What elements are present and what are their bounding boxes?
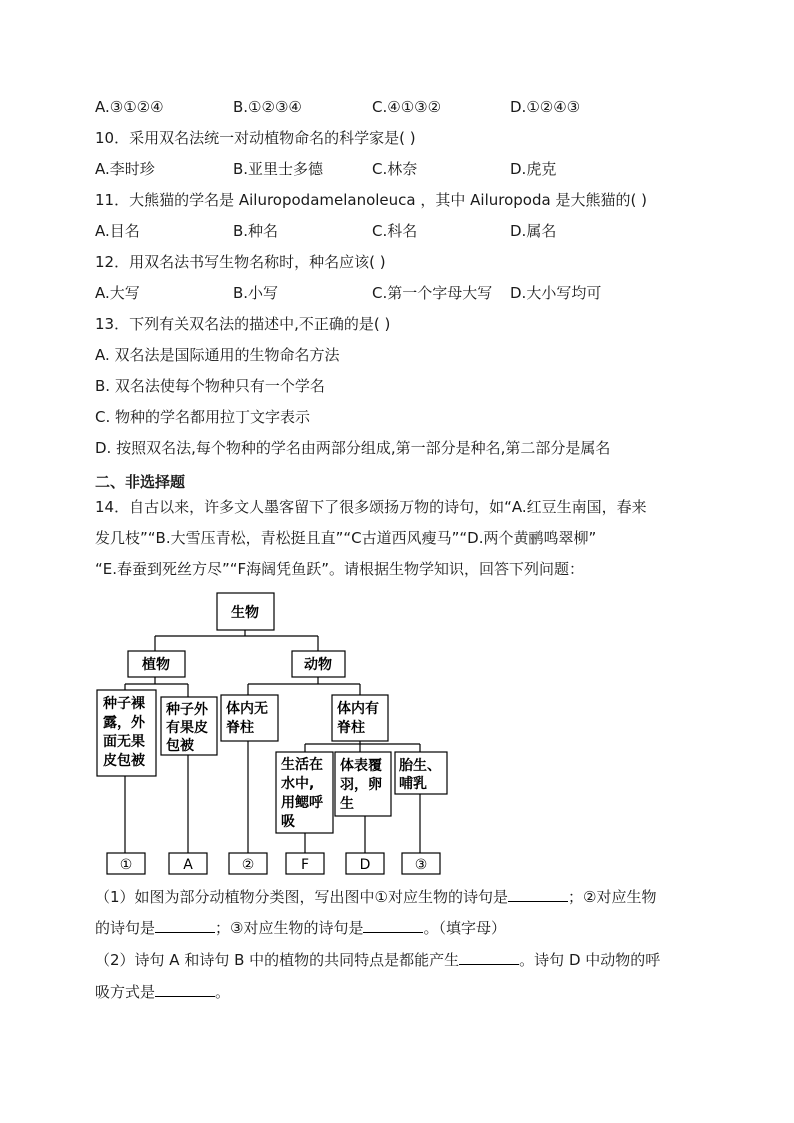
q12-option-d: D.大小写均可 bbox=[510, 284, 602, 302]
q13-stem: 13．下列有关双名法的描述中,不正确的是( ) bbox=[95, 315, 391, 333]
sub1-text-b: ；②对应生物 bbox=[568, 888, 657, 906]
leaf-label-d: D bbox=[359, 857, 371, 873]
answer-blank-5[interactable] bbox=[155, 982, 215, 997]
seed-naked-line3: 面无果 bbox=[103, 734, 145, 750]
q12-option-c: C.第一个字母大写 bbox=[372, 284, 493, 302]
q9-option-b: B.①②③④ bbox=[233, 98, 302, 116]
q13-option-b: B. 双名法使每个物种只有一个学名 bbox=[95, 377, 325, 395]
has-spine-line2: 脊柱 bbox=[337, 720, 365, 736]
leaf-label-f: F bbox=[300, 857, 310, 873]
water-line4: 吸 bbox=[281, 814, 295, 830]
seed-naked-line2: 露，外 bbox=[103, 715, 145, 731]
sub2-text-d: 。 bbox=[215, 983, 231, 1001]
q11-option-c: C.科名 bbox=[372, 222, 418, 240]
q11-option-b: B.种名 bbox=[233, 222, 279, 240]
q10-stem: 10．采用双名法统一对动植物命名的科学家是( ) bbox=[95, 129, 416, 147]
q10-option-c: C.林奈 bbox=[372, 160, 418, 178]
q9-option-c: C.④①③② bbox=[372, 98, 442, 116]
seed-covered-line2: 有果皮 bbox=[166, 720, 208, 736]
seed-naked-line4: 皮包被 bbox=[103, 753, 145, 769]
q10-option-a: A.李时珍 bbox=[95, 160, 155, 178]
mammal-line2: 哺乳 bbox=[399, 776, 427, 792]
leaf-label-a: A bbox=[183, 857, 193, 873]
water-line1: 生活在 bbox=[281, 757, 323, 773]
answer-blank-1[interactable] bbox=[508, 887, 568, 902]
root-label: 生物 bbox=[231, 605, 259, 621]
feather-line1: 体表覆 bbox=[340, 758, 382, 774]
q12-option-b: B.小写 bbox=[233, 284, 279, 302]
water-line2: 水中, bbox=[281, 776, 315, 792]
sub1-text-d: ；③对应生物的诗句是 bbox=[215, 919, 364, 937]
q14-stem-line2: 发几枝”“B.大雪压青松，青松挺且直”“C古道西风瘦马”“D.两个黄鹂鸣翠柳” bbox=[95, 529, 597, 547]
seed-covered-line1: 种子外 bbox=[166, 702, 208, 718]
leaf-label-2: ② bbox=[241, 857, 255, 873]
sub2-line2 bbox=[95, 982, 230, 1002]
section-title: 二、非选择题 bbox=[95, 473, 186, 491]
sub1-text-e: 。（填字母） bbox=[423, 919, 506, 937]
no-spine-line1: 体内无 bbox=[226, 701, 268, 717]
plant-label: 植物 bbox=[142, 657, 170, 673]
q14-stem-line1: 14．自古以来，许多文人墨客留下了很多颂扬万物的诗句，如“A.红豆生南国，春来 bbox=[95, 498, 647, 516]
mammal-line1: 胎生、 bbox=[399, 758, 441, 774]
sub1-line2 bbox=[95, 918, 506, 938]
no-spine-line2: 脊柱 bbox=[226, 720, 254, 736]
seed-covered-line3: 包被 bbox=[166, 738, 194, 754]
sub2-text-c: 吸方式是 bbox=[95, 983, 156, 1001]
animal-label: 动物 bbox=[304, 657, 332, 673]
answer-blank-4[interactable] bbox=[459, 950, 519, 965]
q9-option-a: A.③①②④ bbox=[95, 98, 164, 116]
seed-naked-line1: 种子裸 bbox=[103, 696, 145, 712]
sub1-text-a: （1）如图为部分动植物分类图，写出图中①对应生物的诗句是 bbox=[95, 888, 508, 906]
q11-stem: 11．大熊猫的学名是 Ailuropodamelanoleuca ，其中 Ailuropoda 是大熊猫的( ) bbox=[95, 191, 647, 209]
feather-line2: 羽，卵 bbox=[340, 777, 382, 793]
q13-option-c: C. 物种的学名都用拉丁文字表示 bbox=[95, 408, 311, 426]
q13-option-a: A. 双名法是国际通用的生物命名方法 bbox=[95, 346, 340, 364]
leaf-label-1: ① bbox=[119, 857, 133, 873]
answer-blank-2[interactable] bbox=[155, 918, 215, 933]
water-line3: 用鳃呼 bbox=[281, 795, 323, 811]
q14-stem-line3: “E.春蚕到死丝方尽”“F海阔凭鱼跃”。请根据生物学知识，回答下列问题： bbox=[95, 560, 584, 578]
answer-blank-3[interactable] bbox=[363, 918, 423, 933]
q13-option-d: D. 按照双名法,每个物种的学名由两部分组成,第一部分是种名,第二部分是属名 bbox=[95, 439, 611, 457]
sub2-text-a: （2）诗句 A 和诗句 B 中的植物的共同特点是都能产生 bbox=[95, 951, 460, 969]
sub2-text-b: 。诗句 D 中动物的呼 bbox=[519, 951, 661, 969]
sub1-text-c: 的诗句是 bbox=[95, 919, 156, 937]
leaf-label-3: ③ bbox=[414, 857, 428, 873]
q10-option-d: D.虎克 bbox=[510, 160, 557, 178]
q11-option-d: D.属名 bbox=[510, 222, 557, 240]
q12-option-a: A.大写 bbox=[95, 284, 140, 302]
q11-option-a: A.目名 bbox=[95, 222, 140, 240]
has-spine-line1: 体内有 bbox=[337, 701, 379, 717]
q10-option-b: B.亚里士多德 bbox=[233, 160, 324, 178]
sub1-line1 bbox=[95, 887, 656, 907]
sub2-line1 bbox=[95, 950, 660, 970]
q9-option-d: D.①②④③ bbox=[510, 98, 581, 116]
q12-stem: 12．用双名法书写生物名称时，种名应该( ) bbox=[95, 253, 386, 271]
feather-line3: 生 bbox=[340, 796, 354, 812]
